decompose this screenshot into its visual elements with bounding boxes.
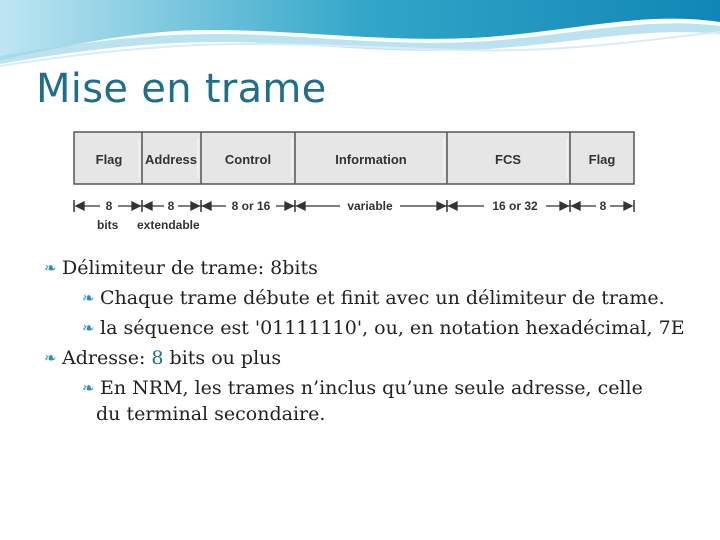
bullet-text: Délimiteur de trame: 8bits: [62, 257, 318, 279]
bullet-list: [44, 256, 704, 426]
field-label-fcs: FCS: [495, 152, 521, 167]
bullet-text: la séquence est '01111110', ou, en notation hexadécimal, 7E: [100, 317, 685, 339]
bullet-text-post: bits ou plus: [163, 347, 282, 369]
bullet-text: Chaque trame débute et finit avec un délimiteur de trame.: [100, 287, 665, 309]
extendable-label: extendable: [137, 218, 200, 232]
leaf-bullet-icon: ❧: [44, 349, 57, 367]
dim-label-control: 8 or 16: [231, 199, 271, 213]
bullet-nrm-continuation: du terminal secondaire.: [96, 403, 326, 425]
field-label-control: Control: [224, 152, 272, 167]
dim-label-information: variable: [347, 199, 393, 213]
dim-label-address: 8: [167, 199, 175, 213]
leaf-bullet-icon: ❧: [82, 379, 95, 397]
bullet-text: En NRM, les trames n’inclus qu’une seule adresse, celle: [100, 377, 643, 399]
field-label-flag-start: Flag: [95, 152, 123, 167]
field-label-address: Address: [144, 152, 198, 167]
field-label-information: Information: [335, 152, 407, 167]
leaf-bullet-icon: ❧: [44, 259, 57, 277]
bullet-delimiter-sequence: [44, 316, 704, 340]
dim-label-flag-start: 8: [105, 199, 113, 213]
slide-title: Mise en trame: [36, 66, 327, 112]
field-label-flag-end: Flag: [588, 152, 616, 167]
bullet-delimiter-start-end: [44, 286, 704, 310]
leaf-bullet-icon: ❧: [82, 319, 95, 337]
frame-format-diagram: [64, 128, 644, 238]
leaf-bullet-icon: ❧: [82, 289, 95, 307]
dim-label-flag-end: 8: [599, 199, 607, 213]
highlight-number: 8: [151, 347, 164, 369]
dim-label-fcs: 16 or 32: [492, 199, 538, 213]
bullet-address: [44, 346, 704, 370]
bits-label: bits: [97, 218, 119, 232]
bullet-text-pre: Adresse:: [62, 347, 152, 369]
bullet-nrm: [44, 376, 704, 400]
bullet-delimiter: [44, 256, 704, 280]
